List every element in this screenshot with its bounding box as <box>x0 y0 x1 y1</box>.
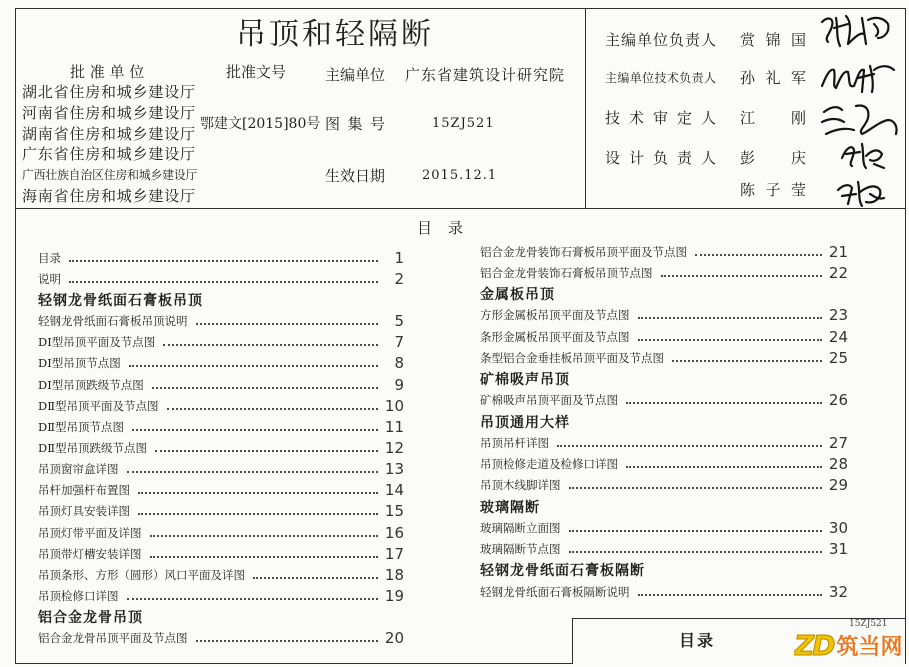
toc-page-number: 11 <box>384 417 404 436</box>
toc-entry-title: 玻璃隔断节点图 <box>480 542 561 557</box>
toc-page-number: 22 <box>828 263 848 282</box>
effective-date: 2015.12.1 <box>422 168 498 183</box>
frame-top-line <box>15 8 906 9</box>
toc-section-title: 轻钢龙骨纸面石膏板隔断 <box>480 563 645 580</box>
title-block-label: 目录 <box>679 631 716 650</box>
toc-entry <box>480 475 848 496</box>
dot-leader <box>672 360 822 362</box>
header-bottom-line <box>15 208 906 209</box>
toc-page-number: 25 <box>828 348 848 367</box>
toc-page-number: 21 <box>828 242 848 261</box>
toc-entry <box>38 247 404 268</box>
toc-entry-title: 铝合金龙骨装饰石膏板吊顶平面及节点图 <box>480 244 687 259</box>
toc-section-heading <box>480 284 848 305</box>
toc-entry-title: 条型铝合金垂挂板吊顶平面及节点图 <box>480 350 664 365</box>
approval-unit: 湖北省住房和城乡建设厅 <box>22 83 196 101</box>
toc-entry-title: 目录 <box>38 250 61 265</box>
signature-4 <box>842 144 884 168</box>
dot-leader <box>569 530 823 532</box>
signatory-name: 陈 子 莹 <box>740 181 806 199</box>
chief-editor: 广东省建筑设计研究院 <box>405 66 566 84</box>
toc-entry-title: DⅠ型吊顶跌级节点图 <box>38 377 144 392</box>
approval-unit: 河南省住房和城乡建设厅 <box>22 103 196 122</box>
toc-page-number: 28 <box>828 455 848 474</box>
toc-section-title: 铝合金龙骨吊顶 <box>38 610 143 627</box>
signatory-name: 彭 庆 <box>740 149 806 167</box>
toc-entry-title: 吊顶灯具安装详图 <box>38 504 130 519</box>
toc-left-column <box>38 247 404 649</box>
toc-entry-title: DⅠ型吊顶节点图 <box>38 356 121 371</box>
toc-entry-title: 轻钢龙骨纸面石膏板吊顶说明 <box>38 314 188 329</box>
toc-page-number: 10 <box>384 396 404 415</box>
dot-leader <box>132 429 378 431</box>
toc-entry <box>38 564 404 585</box>
toc-entry <box>480 347 848 368</box>
toc-section-heading <box>38 607 404 628</box>
toc-page-number: 12 <box>384 438 404 457</box>
dot-leader <box>163 344 378 346</box>
dot-leader <box>129 365 378 367</box>
toc-section-title: 矿棉吸声吊顶 <box>480 372 570 389</box>
toc-entry <box>480 432 848 453</box>
approval-unit: 广西壮族自治区住房和城乡建设厅 <box>22 168 198 183</box>
dot-leader <box>569 487 823 489</box>
dot-leader <box>661 275 823 277</box>
dot-leader <box>638 339 823 341</box>
toc-page-number: 8 <box>394 354 404 373</box>
toc-page-number: 2 <box>394 269 404 288</box>
signatory-role: 主编单位技术负责人 <box>605 71 716 85</box>
toc-entry <box>38 310 404 331</box>
dot-leader <box>196 640 379 642</box>
toc-entry <box>480 241 848 262</box>
toc-page-number: 32 <box>828 582 848 601</box>
toc-entry-title: 吊顶检修口详图 <box>38 589 119 604</box>
dot-leader <box>253 577 378 579</box>
toc-page-number: 30 <box>828 518 848 537</box>
toc-entry <box>38 501 404 522</box>
toc-entry <box>38 332 404 353</box>
dot-leader <box>150 535 379 537</box>
dot-leader <box>557 445 822 447</box>
signature-3 <box>822 106 897 135</box>
toc-entry-title: 玻璃隔断立面图 <box>480 520 561 535</box>
toc-page-number: 16 <box>384 523 404 542</box>
toc-entry-title: 吊顶窗帘盒详图 <box>38 462 119 477</box>
dot-leader <box>695 254 822 256</box>
signatures <box>808 8 907 208</box>
dot-leader <box>127 598 379 600</box>
dot-leader <box>638 317 823 319</box>
toc-entry <box>480 262 848 283</box>
toc-entry <box>38 522 404 543</box>
toc-entry <box>480 326 848 347</box>
toc-entry-title: 方形金属板吊顶平面及节点图 <box>480 308 630 323</box>
toc-entry <box>480 517 848 538</box>
toc-entry <box>38 459 404 480</box>
toc-entry-title: 吊顶带灯槽安装详图 <box>38 546 142 561</box>
signatory-role: 设 计 负 责 人 <box>605 149 716 167</box>
toc-entry <box>480 539 848 560</box>
signatory-name: 江 刚 <box>740 109 806 127</box>
toc-section-heading <box>480 369 848 390</box>
toc-section-title: 轻钢龙骨纸面石膏板吊顶 <box>38 292 203 309</box>
dot-leader <box>152 387 378 389</box>
toc-section-title: 玻璃隔断 <box>480 499 540 516</box>
toc-section-heading <box>480 411 848 432</box>
toc-page-number: 26 <box>828 391 848 410</box>
watermark-logo <box>794 626 906 664</box>
toc-section-heading <box>38 289 404 310</box>
dot-leader <box>69 260 378 262</box>
toc-entry <box>38 586 404 607</box>
document-title: 吊顶和轻隔断 <box>236 17 434 52</box>
toc-entry <box>480 305 848 326</box>
watermark-mark: ZD <box>794 628 834 662</box>
signatory-role: 主编单位负责人 <box>605 31 716 49</box>
dot-leader <box>138 513 378 515</box>
dot-leader <box>127 471 379 473</box>
toc-page-number: 14 <box>384 481 404 500</box>
toc-page-number: 1 <box>394 248 404 267</box>
dot-leader <box>167 408 378 410</box>
toc-page-number: 23 <box>828 306 848 325</box>
toc-page-number: 5 <box>394 312 404 331</box>
toc-entry <box>38 353 404 374</box>
toc-entry-title: 吊顶条形、方形（圆形）风口平面及详图 <box>38 567 245 582</box>
toc-entry <box>38 543 404 564</box>
toc-entry-title: 铝合金龙骨吊顶平面及节点图 <box>38 631 188 646</box>
frame-bottom-line <box>15 663 573 664</box>
toc-section-heading <box>480 560 848 581</box>
toc-entry <box>38 437 404 458</box>
toc-heading: 目 录 <box>417 219 463 237</box>
toc-entry-title: 铝合金龙骨装饰石膏板吊顶节点图 <box>480 265 653 280</box>
toc-page-number: 20 <box>384 629 404 648</box>
signatory-name: 赏 锦 国 <box>740 31 806 49</box>
dot-leader <box>150 556 379 558</box>
toc-entry-title: 吊杆加强杆布置图 <box>38 483 130 498</box>
approval-unit-label: 批 准 单 位 <box>70 63 145 81</box>
toc-page-number: 9 <box>394 375 404 394</box>
toc-entry <box>38 416 404 437</box>
toc-page-number: 18 <box>384 565 404 584</box>
dot-leader <box>196 323 379 325</box>
title-block-atlas-number: 15ZJ521 <box>849 619 888 629</box>
toc-entry-title: DⅠ型吊顶平面及节点图 <box>38 335 156 350</box>
signature-2 <box>822 66 894 92</box>
toc-page-number: 31 <box>828 540 848 559</box>
signatory-role: 技 术 审 定 人 <box>605 109 716 127</box>
dot-leader <box>69 281 378 283</box>
signature-5 <box>838 182 884 206</box>
toc-right-column <box>480 241 848 602</box>
approval-unit: 湖南省住房和城乡建设厅 <box>22 124 196 143</box>
toc-entry-title: 矿棉吸声吊顶平面及节点图 <box>480 393 618 408</box>
toc-entry <box>38 628 404 649</box>
toc-page-number: 7 <box>394 333 404 352</box>
toc-entry-title: 吊顶木线脚详图 <box>480 478 561 493</box>
toc-entry <box>38 268 404 289</box>
dot-leader <box>569 551 823 553</box>
toc-section-title: 金属板吊顶 <box>480 287 555 304</box>
signature-1 <box>822 16 888 46</box>
toc-entry-title: 说明 <box>38 271 61 286</box>
toc-page-number: 27 <box>828 433 848 452</box>
toc-section-title: 吊顶通用大样 <box>480 414 570 431</box>
toc-entry-title: 轻钢龙骨纸面石膏板隔断说明 <box>480 584 630 599</box>
toc-entry <box>38 374 404 395</box>
approval-unit: 海南省住房和城乡建设厅 <box>22 186 196 205</box>
toc-page-number: 15 <box>384 502 404 521</box>
dot-leader <box>626 402 822 404</box>
chief-editor-label: 主编单位 <box>325 66 386 84</box>
toc-entry-title: 吊顶吊杆详图 <box>480 435 549 450</box>
toc-entry <box>38 395 404 416</box>
approval-unit: 广东省住房和城乡建设厅 <box>22 145 196 164</box>
toc-page-number: 19 <box>384 587 404 606</box>
frame-left-line <box>15 8 16 664</box>
toc-entry-title: 条形金属板吊顶平面及节点图 <box>480 329 630 344</box>
toc-entry-title: 吊顶检修走道及检修口详图 <box>480 457 618 472</box>
toc-entry-title: DⅡ型吊顶节点图 <box>38 419 125 434</box>
dot-leader <box>155 450 378 452</box>
effective-date-label: 生效日期 <box>325 167 386 185</box>
atlas-number-label: 图 集 号 <box>325 115 385 133</box>
approval-number-label: 批准文号 <box>226 63 287 81</box>
toc-entry <box>38 480 404 501</box>
toc-page-number: 29 <box>828 476 848 495</box>
toc-section-heading <box>480 496 848 517</box>
toc-entry <box>480 390 848 411</box>
toc-entry-title: 吊顶灯带平面及详图 <box>38 525 142 540</box>
atlas-number: 15ZJ521 <box>432 116 495 131</box>
toc-page-number: 17 <box>384 544 404 563</box>
toc-entry-title: DⅡ型吊顶平面及节点图 <box>38 398 159 413</box>
toc-entry <box>480 454 848 475</box>
dot-leader <box>138 492 378 494</box>
approval-number: 鄂建文[2015]80号 <box>200 116 321 132</box>
toc-entry <box>480 581 848 602</box>
dot-leader <box>626 466 822 468</box>
dot-leader <box>638 594 823 596</box>
watermark-text: 筑当网 <box>836 634 903 660</box>
toc-page-number: 24 <box>828 327 848 346</box>
header-divider-line <box>585 8 586 208</box>
approval-units-list <box>22 82 197 207</box>
signatory-name: 孙 礼 军 <box>740 69 806 87</box>
toc-page-number: 13 <box>384 460 404 479</box>
toc-entry-title: DⅡ型吊顶跌级节点图 <box>38 440 148 455</box>
